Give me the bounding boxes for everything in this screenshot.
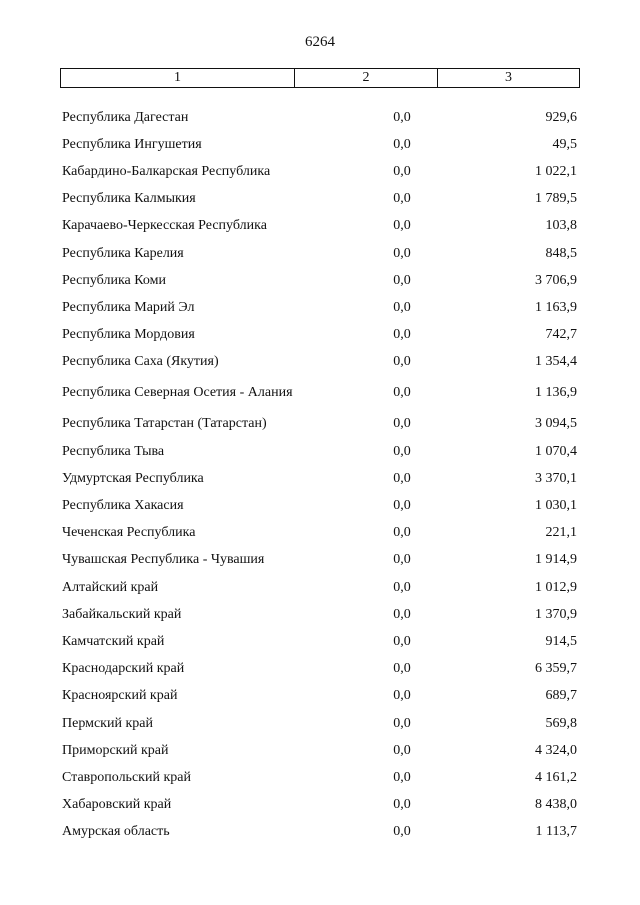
region-name: Амурская область [62,824,170,840]
value-col-2: 0,0 [393,606,411,622]
region-name: Республика Татарстан (Татарстан) [62,416,267,432]
value-col-3: 929,6 [545,109,577,125]
header-col-2: 2 [295,69,438,87]
value-col-3: 742,7 [545,327,577,343]
value-col-3: 49,5 [552,136,577,152]
value-col-2: 0,0 [393,191,411,207]
region-name: Приморский край [62,742,169,758]
table-row [62,438,580,465]
value-col-3: 6 359,7 [535,661,577,677]
table-row [62,819,580,846]
region-name: Забайкальский край [62,606,182,622]
table-row [62,294,580,321]
value-col-3: 4 324,0 [535,742,577,758]
region-name: Республика Северная Осетия - Алания [62,385,293,401]
region-name: Республика Калмыкия [62,191,196,207]
value-col-2: 0,0 [393,136,411,152]
value-col-3: 1 022,1 [535,163,577,179]
region-name: Чувашская Республика - Чувашия [62,552,265,568]
table-row [62,792,580,819]
value-col-2: 0,0 [393,742,411,758]
table-header [60,68,580,88]
region-name: Красноярский край [62,688,178,704]
region-name: Ставропольский край [62,769,191,785]
value-col-3: 4 161,2 [535,769,577,785]
value-col-2: 0,0 [393,769,411,785]
header-col-3: 3 [505,70,512,85]
value-col-2: 0,0 [393,552,411,568]
table-row [62,376,580,411]
value-col-2: 0,0 [393,661,411,677]
value-col-3: 1 012,9 [535,579,577,595]
table-row [62,520,580,547]
region-name: Республика Марий Эл [62,299,195,315]
region-name: Краснодарский край [62,661,185,677]
value-col-3: 1 914,9 [535,552,577,568]
value-col-2: 0,0 [393,218,411,234]
table-row [62,628,580,655]
region-name: Алтайский край [62,579,159,595]
region-name: Карачаево-Черкесская Республика [62,218,267,234]
region-name: Республика Карелия [62,245,184,261]
table-row [62,158,580,185]
region-name: Чеченская Республика [62,525,196,541]
region-name: Кабардино-Балкарская Республика [62,163,271,179]
table-row [62,186,580,213]
value-col-3: 848,5 [545,245,577,261]
value-col-2: 0,0 [393,498,411,514]
value-col-2: 0,0 [393,416,411,432]
value-col-2: 0,0 [393,163,411,179]
region-name: Республика Дагестан [62,109,189,125]
table-row [62,104,580,131]
table-row [62,240,580,267]
value-col-2: 0,0 [393,715,411,731]
table-row [62,547,580,574]
table-row [62,267,580,294]
table-row [62,322,580,349]
table-row [62,574,580,601]
value-col-3: 569,8 [545,715,577,731]
value-col-3: 1 136,9 [535,385,577,401]
value-col-3: 1 163,9 [535,299,577,315]
table-row [62,656,580,683]
value-col-3: 1 370,9 [535,606,577,622]
region-name: Республика Коми [62,272,166,288]
value-col-3: 3 094,5 [535,416,577,432]
value-col-2: 0,0 [393,327,411,343]
value-col-2: 0,0 [393,824,411,840]
value-col-2: 0,0 [393,797,411,813]
value-col-3: 914,5 [545,633,577,649]
region-name: Республика Саха (Якутия) [62,354,219,370]
table-row [62,131,580,158]
region-name: Удмуртская Республика [62,470,204,486]
header-col-1: 1 [61,69,295,87]
page-number: 6264 [305,34,335,50]
region-name: Республика Мордовия [62,327,195,343]
value-col-2: 0,0 [393,579,411,595]
region-name: Хабаровский край [62,797,172,813]
table-row [62,492,580,519]
value-col-3: 103,8 [545,218,577,234]
value-col-2: 0,0 [393,525,411,541]
value-col-2: 0,0 [393,470,411,486]
region-name: Пермский край [62,715,153,731]
region-name: Республика Хакасия [62,498,184,514]
table-row [62,349,580,376]
table-body [62,104,580,846]
value-col-2: 0,0 [393,299,411,315]
table-row [62,411,580,438]
value-col-3: 1 070,4 [535,443,577,459]
value-col-2: 0,0 [393,688,411,704]
table-row [62,683,580,710]
value-col-2: 0,0 [393,245,411,261]
table-row [62,213,580,240]
table-row [62,764,580,791]
value-col-3: 3 706,9 [535,272,577,288]
region-name: Камчатский край [62,633,165,649]
value-col-2: 0,0 [393,109,411,125]
value-col-3: 1 354,4 [535,354,577,370]
value-col-2: 0,0 [393,272,411,288]
value-col-3: 3 370,1 [535,470,577,486]
value-col-3: 1 113,7 [535,824,577,840]
table-row [62,465,580,492]
value-col-3: 1 789,5 [535,191,577,207]
table-row [62,601,580,628]
table-row [62,710,580,737]
value-col-3: 689,7 [545,688,577,704]
region-name: Республика Ингушетия [62,136,202,152]
value-col-3: 221,1 [545,525,577,541]
region-name: Республика Тыва [62,443,165,459]
value-col-2: 0,0 [393,385,411,401]
value-col-2: 0,0 [393,354,411,370]
value-col-3: 8 438,0 [535,797,577,813]
table-row [62,737,580,764]
value-col-2: 0,0 [393,443,411,459]
value-col-3: 1 030,1 [535,498,577,514]
value-col-2: 0,0 [393,633,411,649]
